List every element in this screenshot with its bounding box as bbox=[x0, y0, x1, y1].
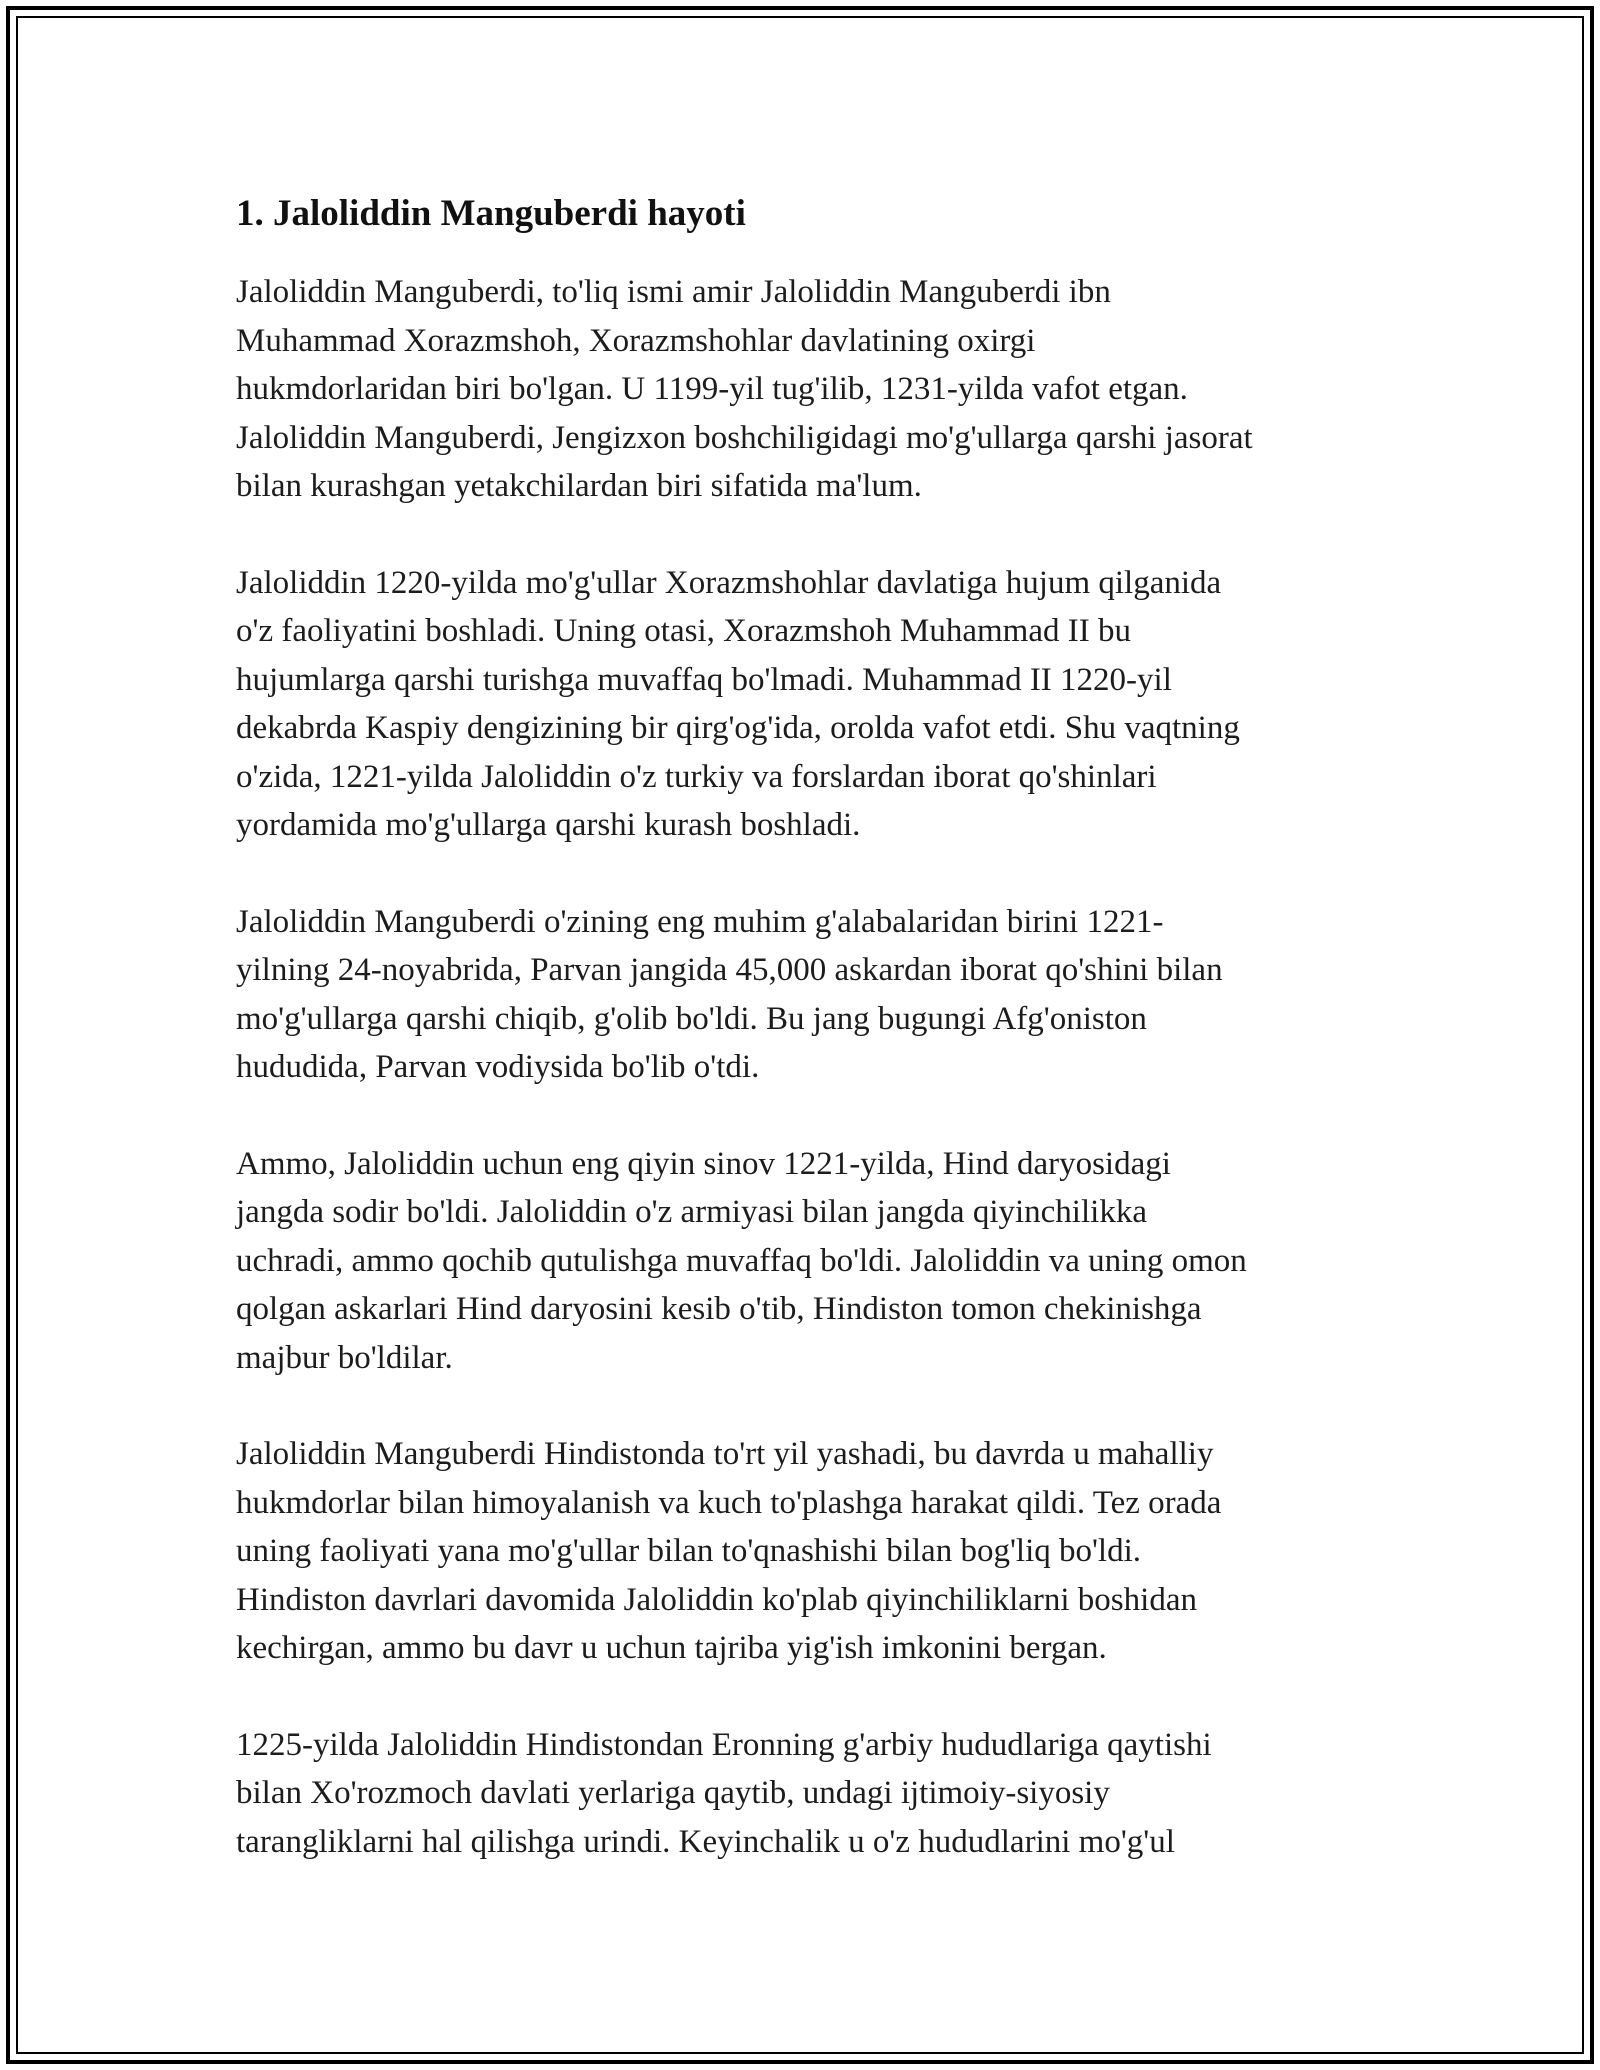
text-line: hududida, Parvan vodiysida bo'lib o'tdi. bbox=[236, 1049, 760, 1085]
text-line: yilning 24-noyabrida, Parvan jangida 45,000 askardan iborat qo'shini bilan bbox=[236, 952, 1223, 988]
text-line: bilan kurashgan yetakchilardan biri sifatida ma'lum. bbox=[236, 468, 922, 504]
text-line: hujumlarga qarshi turishga muvaffaq bo'lmadi. Muhammad II 1220-yil bbox=[236, 661, 1172, 698]
text-line: Jaloliddin Manguberdi Hindistonda to'rt yil yashadi, bu davrda u mahalliy bbox=[236, 1436, 1214, 1472]
paragraph-2 bbox=[236, 559, 1396, 850]
text-line: Jaloliddin 1220-yilda mo'g'ullar Xorazmshohlar davlatiga hujum qilganida bbox=[236, 564, 1222, 601]
text-line: hukmdorlar bilan himoyalanish va kuch to'plashga harakat qildi. Tez orada bbox=[236, 1484, 1222, 1521]
paragraph-1 bbox=[236, 268, 1396, 511]
text-line: Muhammad Xorazmshoh, Xorazmshohlar davlatining oxirgi bbox=[236, 322, 1036, 359]
text-line: yordamida mo'g'ullarga qarshi kurash boshladi. bbox=[236, 807, 861, 843]
text-line: 1225-yilda Jaloliddin Hindistondan Eronning g'arbiy hududlariga qaytishi bbox=[236, 1726, 1212, 1763]
text-line: Ammo, Jaloliddin uchun eng qiyin sinov 1221-yilda, Hind daryosidagi bbox=[236, 1145, 1171, 1182]
text-line: Jaloliddin Manguberdi o'zining eng muhim g'alabalaridan birini 1221- bbox=[236, 903, 1164, 940]
paragraph-5 bbox=[236, 1430, 1396, 1673]
text-line: jangda sodir bo'ldi. Jaloliddin o'z armiyasi bilan jangda qiyinchilikka bbox=[236, 1194, 1147, 1230]
text-line: uchradi, ammo qochib qutulishga muvaffaq bo'ldi. Jaloliddin va uning omon bbox=[236, 1242, 1247, 1279]
text-line: dekabrda Kaspiy dengizining bir qirg'og'ida, orolda vafot etdi. Shu vaqtning bbox=[236, 710, 1240, 746]
text-line: Hindiston davrlari davomida Jaloliddin ko'plab qiyinchiliklarni boshidan bbox=[236, 1581, 1197, 1618]
text-line: majbur bo'ldilar. bbox=[236, 1339, 453, 1376]
paragraph-4 bbox=[236, 1140, 1396, 1383]
text-line: Jaloliddin Manguberdi, to'liq ismi amir Jaloliddin Manguberdi ibn bbox=[236, 274, 1111, 310]
text-line: mo'g'ullarga qarshi chiqib, g'olib bo'ldi. Bu jang bugungi Afg'oniston bbox=[236, 1000, 1147, 1037]
paragraph-6 bbox=[236, 1721, 1396, 1867]
text-line: o'zida, 1221-yilda Jaloliddin o'z turkiy va forslardan iborat qo'shinlari bbox=[236, 758, 1157, 795]
document-body bbox=[236, 186, 1396, 1914]
text-line: tarangliklarni hal qilishga urindi. Keyinchalik u o'z hududlarini mo'g'ul bbox=[236, 1823, 1175, 1860]
text-line: bilan Xo'rozmoch davlati yerlariga qaytib, undagi ijtimoiy-siyosiy bbox=[236, 1775, 1110, 1811]
text-line: kechirgan, ammo bu davr u uchun tajriba yig'ish imkonini bergan. bbox=[236, 1630, 1107, 1666]
text-line: Jaloliddin Manguberdi, Jengizxon boshchiligidagi mo'g'ullarga qarshi jasorat bbox=[236, 419, 1253, 456]
text-line: uning faoliyati yana mo'g'ullar bilan to'qnashishi bilan bog'liq bo'ldi. bbox=[236, 1533, 1142, 1569]
page-title: 1. Jaloliddin Manguberdi hayoti bbox=[236, 193, 746, 234]
text-line: qolgan askarlari Hind daryosini kesib o'tib, Hindiston tomon chekinishga bbox=[236, 1291, 1202, 1327]
text-line: hukmdorlaridan biri bo'lgan. U 1199-yil tug'ilib, 1231-yilda vafot etgan. bbox=[236, 371, 1188, 407]
text-line: o'z faoliyatini boshladi. Uning otasi, Xorazmshoh Muhammad II bu bbox=[236, 613, 1131, 649]
paragraph-3 bbox=[236, 898, 1396, 1092]
